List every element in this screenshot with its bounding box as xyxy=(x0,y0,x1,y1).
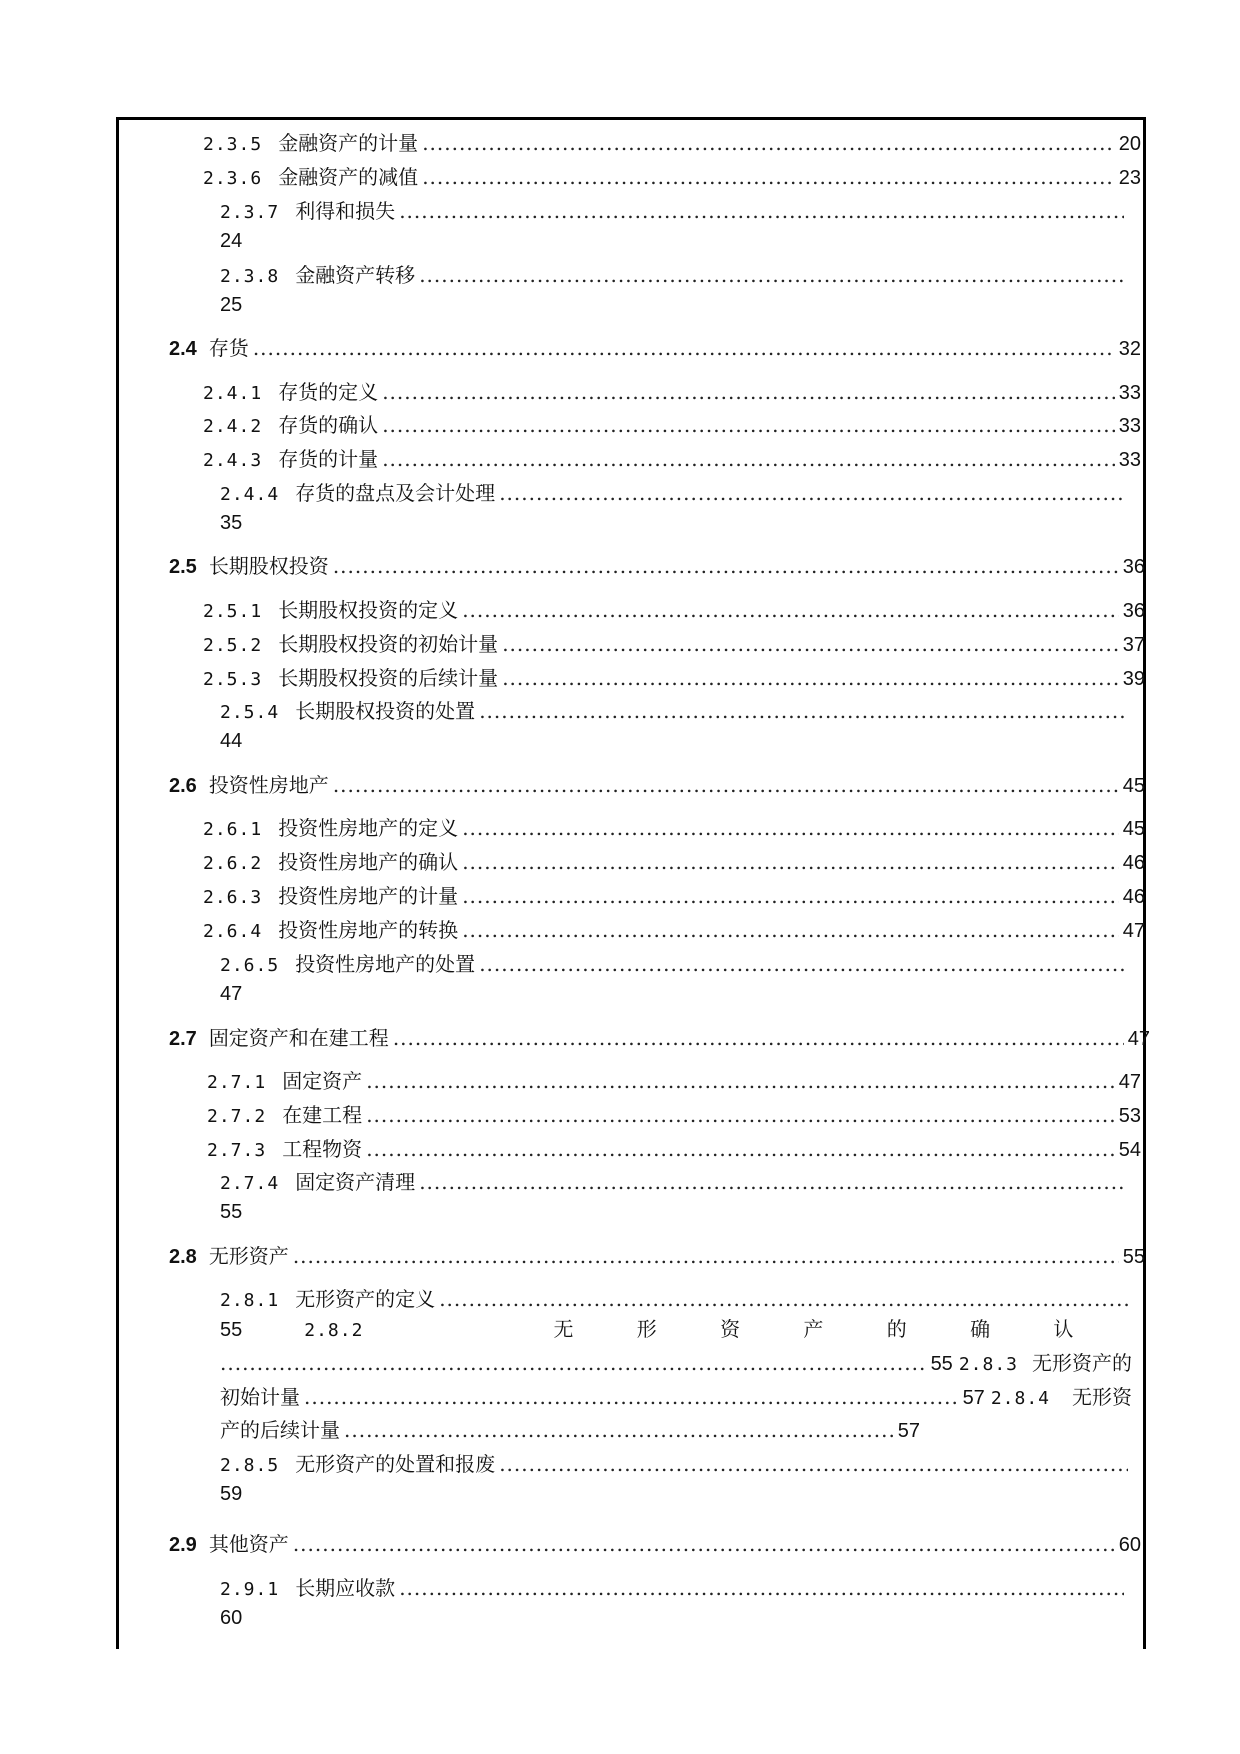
toc-entry-number: 2.4.3 xyxy=(203,450,263,471)
title-char: 无 xyxy=(553,1317,574,1341)
toc-entry-2-6-5[interactable] xyxy=(220,949,1132,981)
toc-section-page: 32 xyxy=(1118,338,1141,360)
toc-entry-page: 53 xyxy=(1118,1105,1141,1127)
toc-entry-page-2-8-1: 55 xyxy=(220,1319,243,1341)
toc-entry-title: 在建工程 xyxy=(282,1103,363,1127)
toc-entry-title-2-8-3-cont: 初始计量 xyxy=(220,1385,300,1409)
toc-justified-line-2 xyxy=(220,1348,1132,1380)
toc-entry-page: 45 xyxy=(1122,818,1145,840)
toc-entry-title: 长期股权投资的处置 xyxy=(295,699,476,723)
toc-entry-number-2-8-4: 2.8.4 xyxy=(990,1388,1050,1409)
dot-leader xyxy=(462,595,1119,625)
dot-leader xyxy=(422,162,1115,192)
toc-entry-page-2-8-3: 57 xyxy=(962,1387,985,1409)
toc-entry-title: 投资性房地产的确认 xyxy=(278,850,459,874)
dot-leader xyxy=(422,128,1115,158)
toc-entry-2-6-4[interactable] xyxy=(203,915,1145,947)
toc-entry-title: 存货的盘点及会计处理 xyxy=(295,481,496,505)
toc-entry-2-7-1[interactable] xyxy=(207,1066,1141,1098)
dot-leader xyxy=(499,1449,1128,1479)
toc-section-title: 其他资产 xyxy=(208,1532,289,1556)
toc-entry-title-2-8-4: 无形资 xyxy=(1072,1385,1132,1409)
toc-entry-page: 46 xyxy=(1122,852,1145,874)
toc-entry-2-5-3[interactable] xyxy=(203,663,1145,695)
toc-entry-title: 无形资产的处置和报废 xyxy=(295,1452,496,1476)
toc-section-page: 47 xyxy=(1127,1028,1150,1050)
dot-leader xyxy=(220,1348,927,1378)
dot-leader xyxy=(439,1284,1128,1314)
toc-entry-title-2-8-4-cont: 产的后续计量 xyxy=(220,1418,340,1442)
toc-entry-number: 2.8.5 xyxy=(220,1455,280,1476)
toc-entry-number: 2.4.2 xyxy=(203,416,263,437)
toc-entry-page: 54 xyxy=(1118,1139,1141,1161)
toc-entry-page-2-8-4: 57 xyxy=(897,1420,920,1442)
toc-entry-title: 金融资产的计量 xyxy=(278,131,419,155)
toc-section-number: 2.9 xyxy=(169,1534,197,1556)
toc-entry-title: 长期股权投资的定义 xyxy=(278,598,459,622)
toc-entry-page: 33 xyxy=(1118,382,1141,404)
dot-leader xyxy=(333,551,1119,581)
toc-entry-2-5-1[interactable] xyxy=(203,595,1145,627)
toc-entry-2-7-4[interactable] xyxy=(220,1167,1128,1199)
toc-entry-2-8-5[interactable] xyxy=(220,1449,1132,1481)
toc-entry-2-4-3[interactable] xyxy=(203,444,1141,476)
toc-entry-2-8-1[interactable] xyxy=(220,1284,1132,1316)
dot-leader xyxy=(366,1066,1115,1096)
toc-entry-title: 金融资产的减值 xyxy=(278,165,419,189)
toc-section-number: 2.5 xyxy=(169,556,197,578)
dot-leader xyxy=(502,629,1119,659)
toc-entry-2-3-7[interactable] xyxy=(220,196,1128,228)
toc-section-number: 2.6 xyxy=(169,775,197,797)
toc-entry-number: 2.6.2 xyxy=(203,853,263,874)
toc-section-2-7[interactable] xyxy=(169,1023,1150,1054)
toc-entry-2-4-2[interactable] xyxy=(203,410,1141,442)
toc-entry-page: 24 xyxy=(220,230,243,252)
toc-entry-page: 39 xyxy=(1122,668,1145,690)
toc-entry-number: 2.6.4 xyxy=(203,921,263,942)
toc-entry-2-3-5[interactable] xyxy=(203,128,1141,160)
toc-entry-page: 47 xyxy=(220,983,243,1005)
toc-section-title: 存货 xyxy=(208,336,249,360)
toc-section-page: 36 xyxy=(1122,556,1145,578)
toc-entry-number: 2.7.1 xyxy=(207,1072,267,1093)
toc-entry-2-5-2[interactable] xyxy=(203,629,1145,661)
toc-entry-page: 60 xyxy=(220,1607,243,1629)
toc-entry-number: 2.6.5 xyxy=(220,955,280,976)
dot-leader xyxy=(462,881,1119,911)
toc-entry-page: 47 xyxy=(1118,1071,1141,1093)
toc-section-2-8[interactable] xyxy=(169,1241,1145,1272)
toc-page-frame xyxy=(116,117,1150,1649)
toc-entry-page: 36 xyxy=(1122,600,1145,622)
toc-entry-number: 2.3.8 xyxy=(220,266,280,287)
toc-justified-line-3 xyxy=(220,1382,1132,1414)
toc-entry-2-7-2[interactable] xyxy=(207,1100,1141,1132)
toc-entry-page: 46 xyxy=(1122,886,1145,908)
toc-entry-page: 33 xyxy=(1118,415,1141,437)
toc-entry-page: 59 xyxy=(220,1483,243,1505)
dot-leader xyxy=(462,915,1119,945)
toc-entry-number: 2.4.1 xyxy=(203,383,263,404)
toc-entry-number: 2.9.1 xyxy=(220,1579,280,1600)
dot-leader xyxy=(366,1134,1115,1164)
dot-leader xyxy=(499,478,1124,508)
toc-entry-2-4-4[interactable] xyxy=(220,478,1128,510)
toc-entry-page: 44 xyxy=(220,730,243,752)
toc-entry-title: 长期股权投资的后续计量 xyxy=(278,666,499,690)
toc-entry-2-6-3[interactable] xyxy=(203,881,1145,913)
toc-entry-page: 35 xyxy=(220,512,243,534)
dot-leader xyxy=(393,1023,1124,1053)
toc-section-2-6[interactable] xyxy=(169,770,1145,801)
toc-entry-title: 投资性房地产的处置 xyxy=(295,952,476,976)
toc-entry-page: 33 xyxy=(1118,449,1141,471)
title-char: 确 xyxy=(970,1317,991,1341)
toc-entry-title: 存货的定义 xyxy=(278,380,379,404)
dot-leader xyxy=(293,1529,1115,1559)
dot-leader xyxy=(502,663,1119,693)
toc-entry-title: 投资性房地产的定义 xyxy=(278,816,459,840)
dot-leader xyxy=(382,377,1115,407)
toc-section-2-4[interactable] xyxy=(169,333,1141,364)
dot-leader xyxy=(253,333,1115,363)
toc-entry-number: 2.8.1 xyxy=(220,1290,280,1311)
dot-leader xyxy=(382,444,1115,474)
dot-leader xyxy=(419,260,1124,290)
toc-entry-number: 2.5.3 xyxy=(203,669,263,690)
toc-section-title: 固定资产和在建工程 xyxy=(208,1026,389,1050)
dot-leader xyxy=(293,1241,1119,1271)
toc-section-page: 45 xyxy=(1122,775,1145,797)
toc-entry-2-9-1[interactable] xyxy=(220,1573,1128,1605)
toc-entry-number: 2.6.3 xyxy=(203,887,263,908)
toc-entry-title: 工程物资 xyxy=(282,1137,363,1161)
dot-leader xyxy=(382,410,1115,440)
toc-entry-page: 25 xyxy=(220,294,243,316)
toc-entry-title: 存货的确认 xyxy=(278,413,379,437)
toc-entry-2-6-1[interactable] xyxy=(203,813,1145,845)
toc-entry-number: 2.6.1 xyxy=(203,819,263,840)
toc-entry-title: 长期股权投资的初始计量 xyxy=(278,632,499,656)
toc-section-title: 无形资产 xyxy=(208,1244,289,1268)
toc-entry-title: 固定资产清理 xyxy=(295,1170,416,1194)
toc-justified-line-4 xyxy=(220,1415,920,1446)
toc-entry-number: 2.3.6 xyxy=(203,168,263,189)
dot-leader xyxy=(399,196,1124,226)
toc-section-title: 长期股权投资 xyxy=(208,554,329,578)
toc-entry-title: 固定资产 xyxy=(282,1069,363,1093)
dot-leader xyxy=(366,1100,1115,1130)
toc-entry-page: 20 xyxy=(1118,133,1141,155)
toc-section-title: 投资性房地产 xyxy=(208,773,329,797)
toc-entry-number: 2.5.2 xyxy=(203,635,263,656)
toc-entry-title: 投资性房地产的转换 xyxy=(278,918,459,942)
toc-entry-number: 2.3.5 xyxy=(203,134,263,155)
toc-entry-number: 2.5.1 xyxy=(203,601,263,622)
toc-entry-2-5-4[interactable] xyxy=(220,696,1132,728)
toc-entry-2-6-2[interactable] xyxy=(203,847,1145,879)
toc-entry-title-2-8-2 xyxy=(553,1314,1073,1344)
dot-leader xyxy=(462,813,1119,843)
toc-entry-2-3-6[interactable] xyxy=(203,162,1141,194)
toc-entry-title: 长期应收款 xyxy=(295,1576,396,1600)
toc-entry-2-7-3[interactable] xyxy=(207,1134,1141,1166)
toc-entry-number-2-8-2: 2.8.2 xyxy=(304,1320,364,1341)
toc-entry-number: 2.7.3 xyxy=(207,1140,267,1161)
toc-section-2-5[interactable] xyxy=(169,551,1145,582)
dot-leader xyxy=(333,770,1119,800)
toc-entry-number: 2.7.4 xyxy=(220,1173,280,1194)
dot-leader xyxy=(462,847,1119,877)
dot-leader xyxy=(479,949,1128,979)
toc-entry-number: 2.5.4 xyxy=(220,702,280,723)
toc-entry-number-2-8-3: 2.8.3 xyxy=(958,1354,1018,1375)
toc-section-page: 55 xyxy=(1122,1246,1145,1268)
dot-leader xyxy=(479,696,1128,726)
toc-entry-2-3-8[interactable] xyxy=(220,260,1128,292)
toc-entry-title: 投资性房地产的计量 xyxy=(278,884,459,908)
toc-entry-number: 2.7.2 xyxy=(207,1106,267,1127)
toc-entry-number: 2.4.4 xyxy=(220,484,280,505)
toc-entry-page-2-8-2: 55 xyxy=(930,1353,953,1375)
toc-entry-title: 金融资产转移 xyxy=(295,263,416,287)
title-char: 资 xyxy=(720,1317,741,1341)
toc-entry-title: 无形资产的定义 xyxy=(295,1287,436,1311)
toc-entry-page: 23 xyxy=(1118,167,1141,189)
toc-entry-title: 利得和损失 xyxy=(295,199,396,223)
toc-entry-page: 47 xyxy=(1122,920,1145,942)
toc-section-number: 2.7 xyxy=(169,1028,197,1050)
toc-entry-page: 37 xyxy=(1122,634,1145,656)
dot-leader xyxy=(304,1382,959,1412)
title-char: 产 xyxy=(803,1317,824,1341)
title-char: 认 xyxy=(1053,1317,1074,1341)
dot-leader xyxy=(344,1415,894,1445)
toc-entry-number: 2.3.7 xyxy=(220,202,280,223)
toc-section-number: 2.4 xyxy=(169,338,197,360)
toc-entry-page: 55 xyxy=(220,1201,243,1223)
toc-section-page: 60 xyxy=(1118,1534,1141,1556)
dot-leader xyxy=(419,1167,1124,1197)
toc-section-2-9[interactable] xyxy=(169,1529,1141,1560)
toc-section-number: 2.8 xyxy=(169,1246,197,1268)
toc-entry-title-2-8-3: 无形资产的 xyxy=(1032,1351,1132,1375)
toc-entry-2-4-1[interactable] xyxy=(203,377,1141,409)
toc-entry-title: 存货的计量 xyxy=(278,447,379,471)
toc-justified-line-1 xyxy=(220,1314,1132,1346)
dot-leader xyxy=(399,1573,1124,1603)
title-char: 的 xyxy=(886,1317,907,1341)
title-char: 形 xyxy=(636,1317,657,1341)
